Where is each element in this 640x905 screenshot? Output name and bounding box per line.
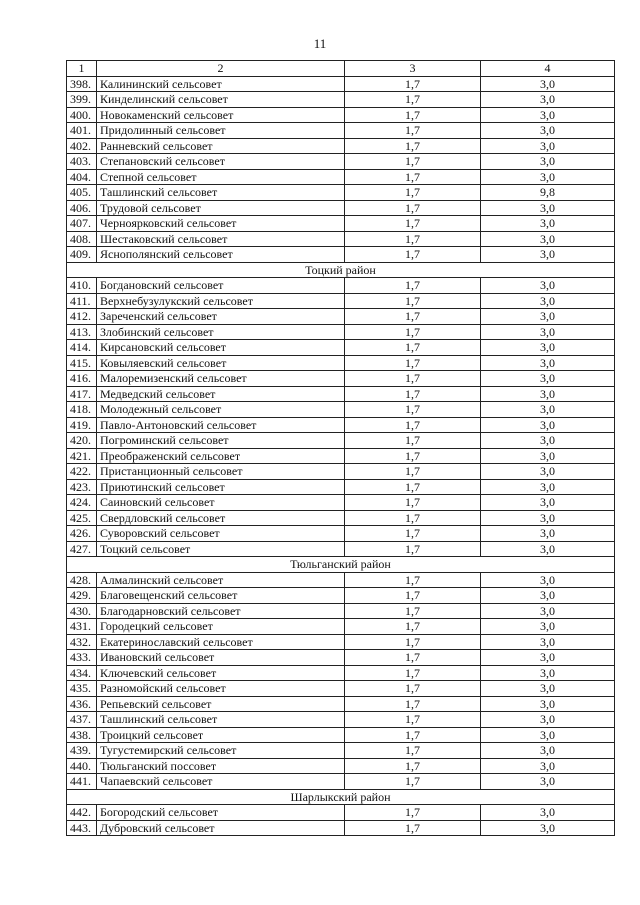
table-row (67, 526, 615, 542)
row-number: 428. (67, 572, 97, 588)
settlement-name: Павло-Антоновский сельсовет (97, 417, 345, 433)
settlement-name: Шестаковский сельсовет (97, 231, 345, 247)
value-col-4: 3,0 (481, 743, 615, 759)
settlement-name: Злобинский сельсовет (97, 324, 345, 340)
row-number: 401. (67, 123, 97, 139)
value-col-4: 3,0 (481, 495, 615, 511)
value-col-4: 3,0 (481, 247, 615, 263)
settlement-name: Приютинский сельсовет (97, 479, 345, 495)
table-row (67, 355, 615, 371)
settlement-name: Екатеринославский сельсовет (97, 634, 345, 650)
value-col-4: 3,0 (481, 541, 615, 557)
table-row (67, 805, 615, 821)
value-col-3: 1,7 (345, 324, 481, 340)
district-section-row (67, 262, 615, 278)
row-number: 441. (67, 774, 97, 790)
settlement-name: Городецкий сельсовет (97, 619, 345, 635)
row-number: 422. (67, 464, 97, 480)
value-col-3: 1,7 (345, 92, 481, 108)
value-col-3: 1,7 (345, 572, 481, 588)
value-col-3: 1,7 (345, 712, 481, 728)
row-number: 426. (67, 526, 97, 542)
table-row (67, 572, 615, 588)
row-number: 406. (67, 200, 97, 216)
row-number: 429. (67, 588, 97, 604)
value-col-3: 1,7 (345, 433, 481, 449)
row-number: 398. (67, 76, 97, 92)
settlement-name: Ташлинский сельсовет (97, 712, 345, 728)
table-row (67, 588, 615, 604)
district-name: Шарлыкский район (67, 789, 615, 805)
settlement-name: Богдановский сельсовет (97, 278, 345, 294)
value-col-3: 1,7 (345, 479, 481, 495)
row-number: 443. (67, 820, 97, 836)
settlement-name: Благодарновский сельсовет (97, 603, 345, 619)
value-col-3: 1,7 (345, 402, 481, 418)
page-number: 11 (313, 36, 327, 51)
table-row (67, 712, 615, 728)
row-number: 431. (67, 619, 97, 635)
value-col-3: 1,7 (345, 510, 481, 526)
value-col-4: 3,0 (481, 479, 615, 495)
table-row (67, 820, 615, 836)
value-col-3: 1,7 (345, 355, 481, 371)
settlement-name: Ранневский сельсовет (97, 138, 345, 154)
row-number: 418. (67, 402, 97, 418)
value-col-3: 1,7 (345, 231, 481, 247)
row-number: 434. (67, 665, 97, 681)
value-col-3: 1,7 (345, 107, 481, 123)
row-number: 424. (67, 495, 97, 511)
table-row (67, 402, 615, 418)
table-row (67, 107, 615, 123)
row-number: 404. (67, 169, 97, 185)
table-row (67, 495, 615, 511)
row-number: 415. (67, 355, 97, 371)
settlement-name: Разномойский сельсовет (97, 681, 345, 697)
value-col-4: 3,0 (481, 278, 615, 294)
value-col-3: 1,7 (345, 386, 481, 402)
settlement-name: Тоцкий сельсовет (97, 541, 345, 557)
value-col-3: 1,7 (345, 727, 481, 743)
settlement-name: Погроминский сельсовет (97, 433, 345, 449)
value-col-3: 1,7 (345, 138, 481, 154)
value-col-4: 3,0 (481, 774, 615, 790)
header-col-3: 3 (345, 61, 481, 77)
value-col-4: 3,0 (481, 588, 615, 604)
table-row (67, 510, 615, 526)
value-col-4: 3,0 (481, 76, 615, 92)
value-col-4: 3,0 (481, 727, 615, 743)
settlement-name: Тугустемирский сельсовет (97, 743, 345, 759)
value-col-4: 3,0 (481, 417, 615, 433)
value-col-4: 3,0 (481, 433, 615, 449)
settlement-name: Яснополянский сельсовет (97, 247, 345, 263)
value-col-4: 3,0 (481, 386, 615, 402)
table-row (67, 154, 615, 170)
value-col-4: 3,0 (481, 464, 615, 480)
value-col-3: 1,7 (345, 495, 481, 511)
row-number: 433. (67, 650, 97, 666)
header-col-2: 2 (97, 61, 345, 77)
value-col-4: 3,0 (481, 200, 615, 216)
row-number: 399. (67, 92, 97, 108)
value-col-4: 3,0 (481, 619, 615, 635)
table-row (67, 138, 615, 154)
settlement-name: Богородский сельсовет (97, 805, 345, 821)
value-col-3: 1,7 (345, 603, 481, 619)
row-number: 400. (67, 107, 97, 123)
value-col-3: 1,7 (345, 371, 481, 387)
settlement-name: Чапаевский сельсовет (97, 774, 345, 790)
value-col-3: 1,7 (345, 464, 481, 480)
row-number: 408. (67, 231, 97, 247)
header-col-4: 4 (481, 61, 615, 77)
table-row (67, 309, 615, 325)
value-col-4: 3,0 (481, 758, 615, 774)
settlement-name: Ключевский сельсовет (97, 665, 345, 681)
value-col-4: 3,0 (481, 634, 615, 650)
value-col-3: 1,7 (345, 448, 481, 464)
value-col-3: 1,7 (345, 634, 481, 650)
row-number: 436. (67, 696, 97, 712)
value-col-4: 3,0 (481, 371, 615, 387)
table-row (67, 200, 615, 216)
value-col-3: 1,7 (345, 665, 481, 681)
value-col-4: 3,0 (481, 696, 615, 712)
settlement-name: Кирсановский сельсовет (97, 340, 345, 356)
value-col-4: 3,0 (481, 231, 615, 247)
row-number: 437. (67, 712, 97, 728)
value-col-4: 3,0 (481, 107, 615, 123)
settlement-name: Ивановский сельсовет (97, 650, 345, 666)
settlement-name: Троицкий сельсовет (97, 727, 345, 743)
settlement-name: Медведский сельсовет (97, 386, 345, 402)
row-number: 427. (67, 541, 97, 557)
value-col-4: 3,0 (481, 650, 615, 666)
value-col-4: 3,0 (481, 572, 615, 588)
value-col-3: 1,7 (345, 774, 481, 790)
table-row (67, 386, 615, 402)
settlement-name: Трудовой сельсовет (97, 200, 345, 216)
row-number: 407. (67, 216, 97, 232)
value-col-4: 3,0 (481, 805, 615, 821)
table-row (67, 185, 615, 201)
settlement-name: Суворовский сельсовет (97, 526, 345, 542)
settlement-name: Степановский сельсовет (97, 154, 345, 170)
district-section-row (67, 789, 615, 805)
row-number: 412. (67, 309, 97, 325)
value-col-4: 3,0 (481, 154, 615, 170)
value-col-4: 3,0 (481, 402, 615, 418)
table-row (67, 371, 615, 387)
value-col-4: 3,0 (481, 526, 615, 542)
table-row (67, 464, 615, 480)
header-col-1: 1 (67, 61, 97, 77)
value-col-3: 1,7 (345, 619, 481, 635)
row-number: 402. (67, 138, 97, 154)
settlement-name: Зареченский сельсовет (97, 309, 345, 325)
table-row (67, 696, 615, 712)
settlement-name: Свердловский сельсовет (97, 510, 345, 526)
table-header-row (67, 61, 615, 77)
value-col-3: 1,7 (345, 247, 481, 263)
table-row (67, 324, 615, 340)
value-col-4: 3,0 (481, 448, 615, 464)
table-row (67, 619, 615, 635)
value-col-4: 3,0 (481, 324, 615, 340)
row-number: 410. (67, 278, 97, 294)
settlement-name: Малоремизенский сельсовет (97, 371, 345, 387)
value-col-4: 9,8 (481, 185, 615, 201)
table-row (67, 758, 615, 774)
value-col-3: 1,7 (345, 200, 481, 216)
district-section-row (67, 557, 615, 573)
value-col-3: 1,7 (345, 541, 481, 557)
settlement-name: Репьевский сельсовет (97, 696, 345, 712)
row-number: 419. (67, 417, 97, 433)
row-number: 417. (67, 386, 97, 402)
settlement-name: Ташлинский сельсовет (97, 185, 345, 201)
district-name: Тоцкий район (67, 262, 615, 278)
table-row (67, 681, 615, 697)
value-col-3: 1,7 (345, 76, 481, 92)
row-number: 409. (67, 247, 97, 263)
settlement-name: Кинделинский сельсовет (97, 92, 345, 108)
value-col-3: 1,7 (345, 650, 481, 666)
table-row (67, 216, 615, 232)
table-row (67, 92, 615, 108)
settlement-name: Калининский сельсовет (97, 76, 345, 92)
row-number: 413. (67, 324, 97, 340)
row-number: 405. (67, 185, 97, 201)
value-col-3: 1,7 (345, 805, 481, 821)
value-col-3: 1,7 (345, 340, 481, 356)
district-name: Тюльганский район (67, 557, 615, 573)
row-number: 439. (67, 743, 97, 759)
value-col-4: 3,0 (481, 712, 615, 728)
row-number: 440. (67, 758, 97, 774)
value-col-3: 1,7 (345, 758, 481, 774)
settlement-name: Преображенский сельсовет (97, 448, 345, 464)
table-row (67, 231, 615, 247)
settlement-name: Пристанционный сельсовет (97, 464, 345, 480)
row-number: 423. (67, 479, 97, 495)
settlement-name: Ковыляевский сельсовет (97, 355, 345, 371)
table-row (67, 123, 615, 139)
settlement-name: Черноярковский сельсовет (97, 216, 345, 232)
value-col-4: 3,0 (481, 820, 615, 836)
table-row (67, 293, 615, 309)
row-number: 425. (67, 510, 97, 526)
table-row (67, 727, 615, 743)
value-col-4: 3,0 (481, 355, 615, 371)
table-row (67, 665, 615, 681)
value-col-3: 1,7 (345, 154, 481, 170)
row-number: 420. (67, 433, 97, 449)
settlement-name: Степной сельсовет (97, 169, 345, 185)
table-row (67, 278, 615, 294)
row-number: 432. (67, 634, 97, 650)
value-col-3: 1,7 (345, 588, 481, 604)
value-col-4: 3,0 (481, 216, 615, 232)
value-col-4: 3,0 (481, 138, 615, 154)
settlement-name: Молодежный сельсовет (97, 402, 345, 418)
value-col-4: 3,0 (481, 123, 615, 139)
settlement-name: Саиновский сельсовет (97, 495, 345, 511)
value-col-3: 1,7 (345, 526, 481, 542)
row-number: 430. (67, 603, 97, 619)
row-number: 442. (67, 805, 97, 821)
table-row (67, 247, 615, 263)
table-row (67, 774, 615, 790)
row-number: 435. (67, 681, 97, 697)
value-col-4: 3,0 (481, 92, 615, 108)
table-body (67, 61, 615, 836)
settlement-name: Придолинный сельсовет (97, 123, 345, 139)
table-row (67, 417, 615, 433)
value-col-3: 1,7 (345, 696, 481, 712)
table-row (67, 603, 615, 619)
value-col-3: 1,7 (345, 820, 481, 836)
value-col-4: 3,0 (481, 169, 615, 185)
value-col-3: 1,7 (345, 123, 481, 139)
row-number: 414. (67, 340, 97, 356)
settlement-name: Благовещенский сельсовет (97, 588, 345, 604)
value-col-3: 1,7 (345, 278, 481, 294)
tariff-table (66, 60, 615, 836)
value-col-3: 1,7 (345, 417, 481, 433)
table-row (67, 76, 615, 92)
value-col-3: 1,7 (345, 681, 481, 697)
row-number: 416. (67, 371, 97, 387)
settlement-name: Новокаменский сельсовет (97, 107, 345, 123)
value-col-4: 3,0 (481, 293, 615, 309)
value-col-3: 1,7 (345, 293, 481, 309)
value-col-4: 3,0 (481, 340, 615, 356)
value-col-4: 3,0 (481, 665, 615, 681)
settlement-name: Дубровский сельсовет (97, 820, 345, 836)
table-row (67, 433, 615, 449)
settlement-name: Алмалинский сельсовет (97, 572, 345, 588)
value-col-3: 1,7 (345, 216, 481, 232)
settlement-name: Тюльганский поссовет (97, 758, 345, 774)
row-number: 403. (67, 154, 97, 170)
value-col-4: 3,0 (481, 309, 615, 325)
table-row (67, 541, 615, 557)
row-number: 438. (67, 727, 97, 743)
value-col-4: 3,0 (481, 603, 615, 619)
row-number: 421. (67, 448, 97, 464)
row-number: 411. (67, 293, 97, 309)
value-col-4: 3,0 (481, 510, 615, 526)
value-col-3: 1,7 (345, 743, 481, 759)
value-col-3: 1,7 (345, 169, 481, 185)
table-row (67, 479, 615, 495)
settlement-name: Верхнебузулукский сельсовет (97, 293, 345, 309)
table-row (67, 650, 615, 666)
table-row (67, 634, 615, 650)
table-row (67, 169, 615, 185)
table-row (67, 448, 615, 464)
table-row (67, 340, 615, 356)
value-col-3: 1,7 (345, 185, 481, 201)
value-col-3: 1,7 (345, 309, 481, 325)
table-row (67, 743, 615, 759)
value-col-4: 3,0 (481, 681, 615, 697)
